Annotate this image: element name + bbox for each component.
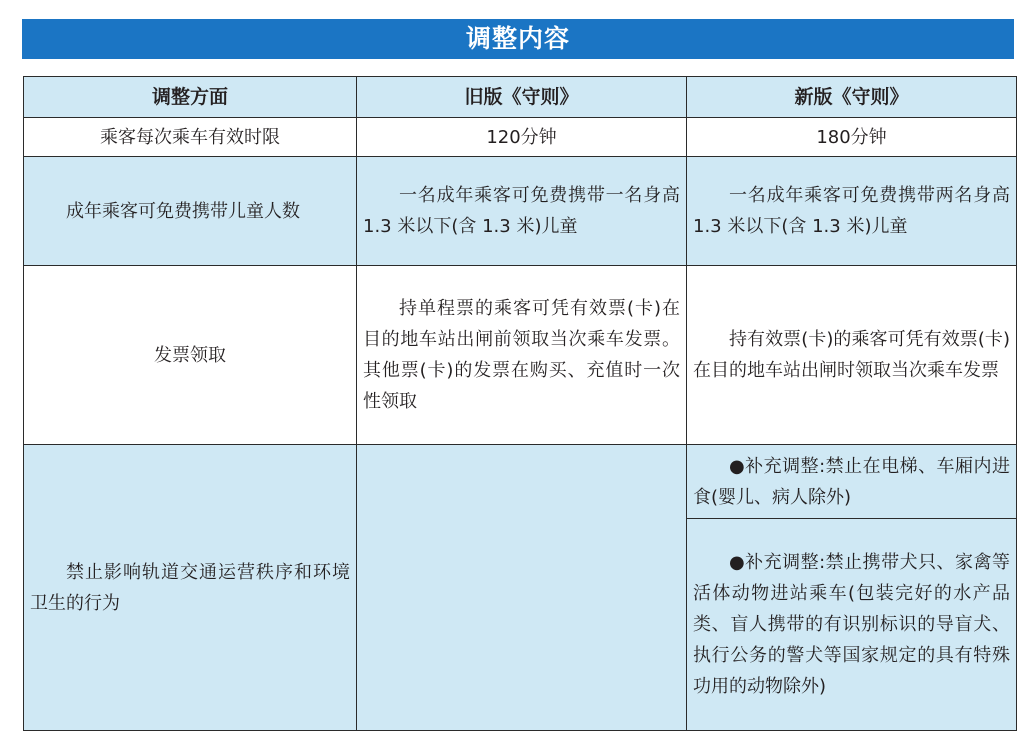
header-aspect: 调整方面: [24, 77, 357, 118]
adjustment-table: [23, 76, 1017, 731]
table-row: [24, 266, 1017, 445]
row-aspect-cell: 发票领取: [24, 266, 357, 445]
row-new-item-cell: ●补充调整:禁止携带犬只、家禽等活体动物进站乘车(包装完好的水产品类、盲人携带的有识别标识的导盲犬、执行公务的警犬等国家规定的具有特殊功用的动物除外): [687, 519, 1017, 731]
table-row: [24, 157, 1017, 266]
row-aspect-cell: 乘客每次乘车有效时限: [24, 118, 357, 157]
row-new-item-cell: ●补充调整:禁止在电梯、车厢内进食(婴儿、病人除外): [687, 445, 1017, 519]
row-new-cell: 持有效票(卡)的乘客可凭有效票(卡)在目的地车站出闸时领取当次乘车发票: [687, 266, 1017, 445]
table-row: [24, 118, 1017, 157]
row-old-cell: 120分钟: [357, 118, 687, 157]
row-old-cell: [357, 445, 687, 731]
row-new-cell: 一名成年乘客可免费携带两名身高 1.3 米以下(含 1.3 米)儿童: [687, 157, 1017, 266]
table-row: [24, 445, 1017, 519]
row-old-cell: 持单程票的乘客可凭有效票(卡)在目的地车站出闸前领取当次乘车发票。其他票(卡)的发票在购买、充值时一次性领取: [357, 266, 687, 445]
row-aspect-cell: 成年乘客可免费携带儿童人数: [24, 157, 357, 266]
table-header-row: [24, 77, 1017, 118]
row-new-cell: 180分钟: [687, 118, 1017, 157]
row-aspect-cell: 禁止影响轨道交通运营秩序和环境卫生的行为: [24, 445, 357, 731]
header-old-rules: 旧版《守则》: [357, 77, 687, 118]
row-old-cell: 一名成年乘客可免费携带一名身高 1.3 米以下(含 1.3 米)儿童: [357, 157, 687, 266]
header-new-rules: 新版《守则》: [687, 77, 1017, 118]
page-title-banner: 调整内容: [22, 19, 1014, 59]
